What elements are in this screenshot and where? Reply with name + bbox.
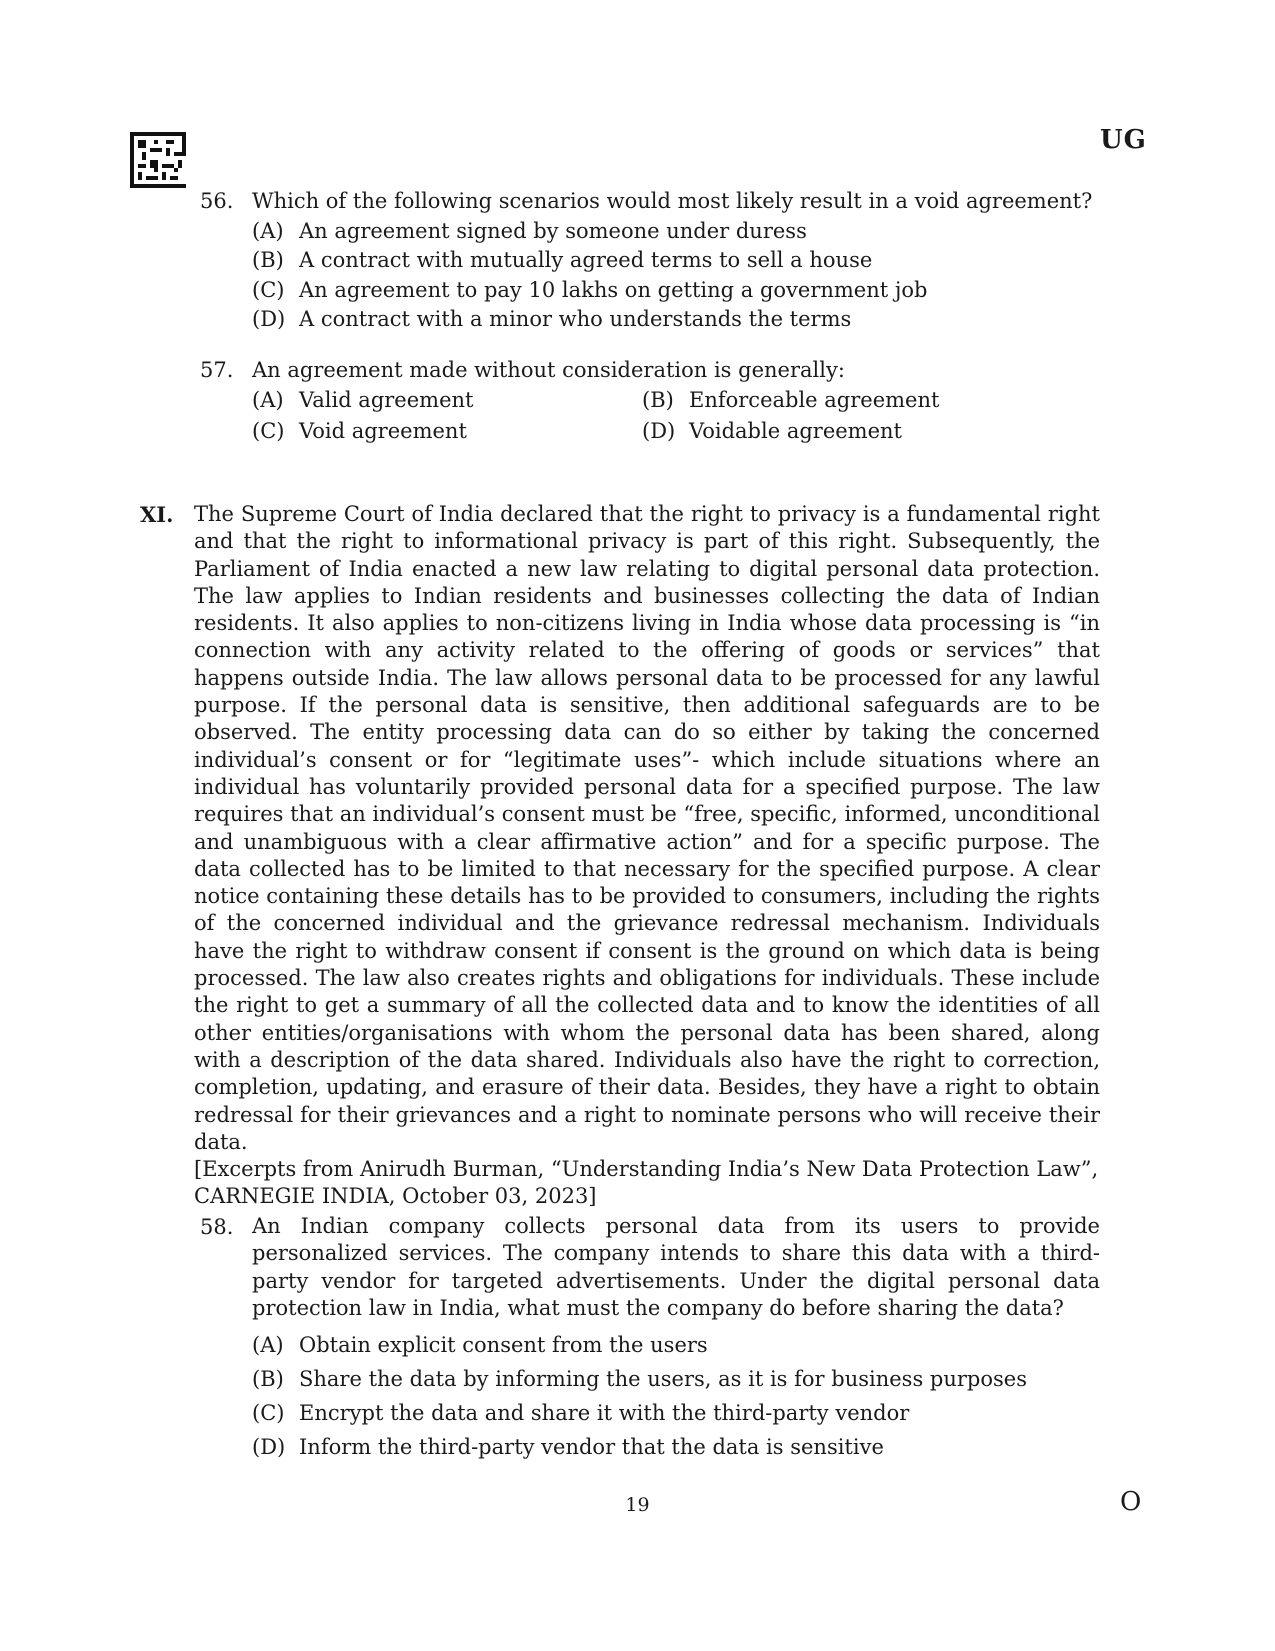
option-grid: [252, 386, 1100, 447]
option-d: (D) A contract with a minor who understands the terms: [252, 307, 852, 331]
option-a: (A) An agreement signed by someone under duress: [252, 218, 807, 243]
option-a: (A) Obtain explicit consent from the users: [252, 1333, 708, 1358]
option-b: (B) A contract with mutually agreed terms to sell a house: [252, 248, 873, 272]
option-c: (C) Encrypt the data and share it with the third-party vendor: [252, 1401, 910, 1426]
question-text: An Indian company collects personal data from its users to provide personalized services. The company intends to share this data with a third-party vendor for targeted advertisements. Under the digital personal data protection law in India, what must the company do before sharing the data?: [252, 1214, 1100, 1320]
qr-code-icon: [130, 132, 186, 188]
passage-xi: [140, 501, 1100, 1211]
option-d: (D) Inform the third-party vendor that the data is sensitive: [252, 1435, 884, 1460]
question-57: [200, 356, 1100, 447]
question-number: 57.: [200, 358, 234, 382]
page-number: 19: [625, 1494, 650, 1516]
option-c: (C) An agreement to pay 10 lakhs on getting a government job: [252, 277, 928, 302]
option-list: [252, 217, 1100, 335]
option-c: (C) Void agreement: [252, 419, 467, 443]
question-text: Which of the following scenarios would most likely result in a void agreement?: [252, 189, 1093, 213]
question-56: [200, 187, 1100, 335]
option-list: [252, 1328, 1100, 1464]
question-text: An agreement made without consideration is generally:: [252, 358, 845, 382]
series-code: UG: [1100, 125, 1147, 155]
question-58: [200, 1213, 1100, 1464]
option-b: (B) Enforceable agreement: [642, 387, 940, 412]
passage-citation: [Excerpts from Anirudh Burman, “Understanding India’s New Data Protection Law”, CARNEGIE INDIA, October 03, 2023]: [194, 1157, 1099, 1209]
question-number: 56.: [200, 189, 234, 213]
booklet-code: O: [1120, 1487, 1142, 1517]
section-numeral: XI.: [140, 502, 174, 527]
option-b: (B) Share the data by informing the users, as it is for business purposes: [252, 1367, 1027, 1392]
question-number: 58.: [200, 1215, 234, 1239]
passage-text: The Supreme Court of India declared that the right to privacy is a fundamental right and that the right to informational privacy is part of this right. Subsequently, the Parliament of India enacted a new law relating to digital personal data protection. The law applies to Indian residents and businesses collecting the data of Indian residents. It also applies to non-citizens living in India whose data processing is “in connection with any activity related to the offering of goods or services” that happens outside India. The law allows personal data to be processed for any lawful purpose. If the personal data is sensitive, then additional safeguards are to be observed. The entity processing data can do so either by taking the concerned individual’s consent or for “legitimate uses”- which include situations where an individual has voluntarily provided personal data for a specified purpose. The law requires that an individual’s consent must be “free, specific, informed, unconditional and unambiguous with a clear affirmative action” and for a specific purpose. The data collected has to be limited to that necessary for the specified purpose. A clear notice containing these details has to be provided to consumers, including the rights of the concerned individual and the grievance redressal mechanism. Individuals have the right to withdraw consent if consent is the ground on which data is being processed. The law also creates rights and obligations for individuals. These include the right to get a summary of all the collected data and to know the identities of all other entities/organisations with whom the personal data has been shared, along with a description of the data shared. Individuals also have the right to correction, completion, updating, and erasure of their data. Besides, they have a right to obtain redressal for their grievances and a right to nominate persons who will receive their data.: [194, 502, 1100, 1154]
option-d: (D) Voidable agreement: [642, 419, 902, 443]
option-a: (A) Valid agreement: [252, 387, 474, 412]
